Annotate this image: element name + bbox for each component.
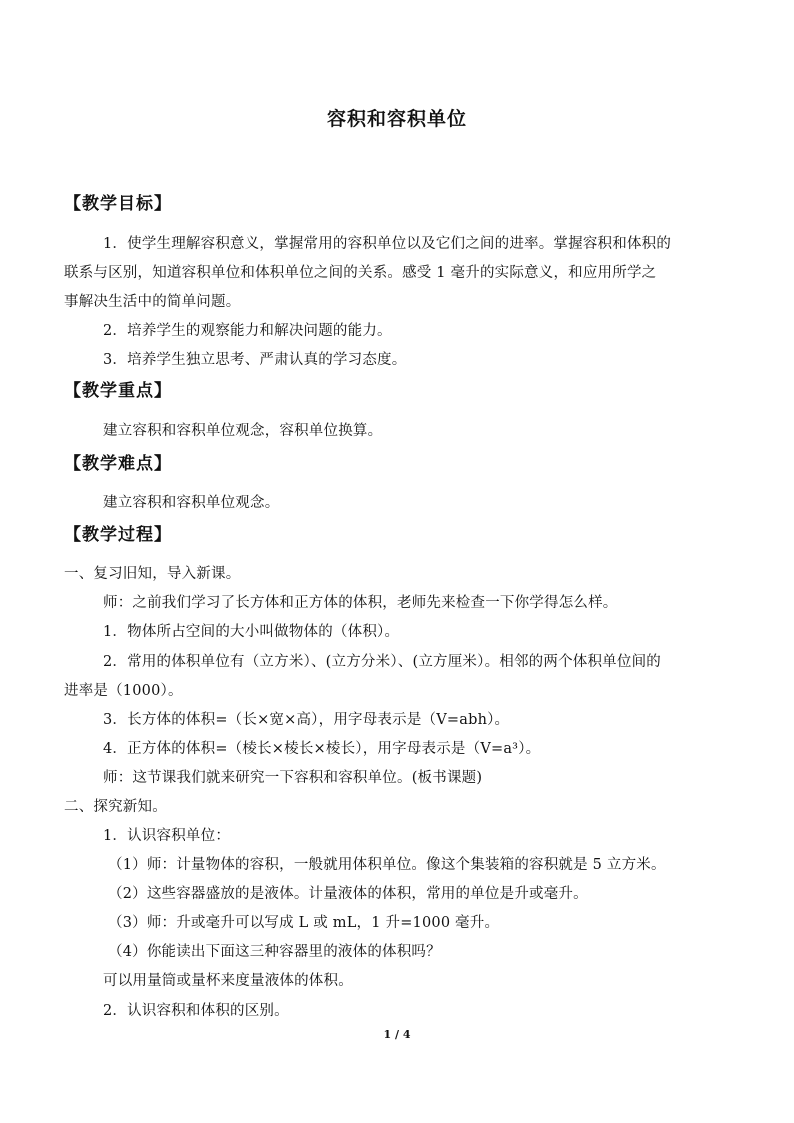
process-line: （1）师：计量物体的容积，一般就用体积单位。像这个集装箱的容积就是 5 立方米。 [108,857,666,873]
process-line: （3）师：升或毫升可以写成 L 或 mL，1 升=1000 毫升。 [108,915,500,931]
process-line: 2．常用的体积单位有（立方米）、(立方分米）、(立方厘米）。相邻的两个体积单位间的 [103,654,661,670]
difficulties-text: 建立容积和容积单位观念。 [103,495,280,511]
process-line: 2．认识容积和体积的区别。 [103,1003,289,1019]
objectives-line: 1．使学生理解容积意义，掌握常用的容积单位以及它们之间的进率。掌握容积和体积的 [103,236,672,252]
process-line: （2）这些容器盛放的是液体。计量液体的体积，常用的单位是升或毫升。 [108,886,588,902]
section-heading-objectives: 【教学目标】 [64,194,172,214]
section-heading-key-points: 【教学重点】 [64,381,172,401]
page-number: 1 / 4 [383,1028,411,1041]
process-line: 4．正方体的体积=（棱长×棱长×棱长），用字母表示是（V=a³）。 [103,741,541,757]
objectives-line: 2．培养学生的观察能力和解决问题的能力。 [103,323,392,339]
process-line: 1．认识容积单位： [103,828,231,844]
key-points-text: 建立容积和容积单位观念，容积单位换算。 [103,423,383,439]
process-line: 一、复习旧知，导入新课。 [64,566,241,582]
process-line: 二、探究新知。 [64,799,167,815]
objectives-line: 3．培养学生独立思考、严肃认真的学习态度。 [103,352,407,368]
process-line: 师：这节课我们就来研究一下容积和容积单位。(板书课题) [103,770,483,786]
objectives-line: 事解决生活中的简单问题。 [64,294,241,310]
process-line: 可以用量筒或量杯来度量液体的体积。 [103,973,353,989]
process-line: 进率是（1000）。 [64,683,183,699]
process-line: 3．长方体的体积=（长×宽×高），用字母表示是（V=abh）。 [103,712,510,728]
process-line: （4）你能读出下面这三种容器里的液体的体积吗？ [108,944,441,960]
process-line: 师：之前我们学习了长方体和正方体的体积，老师先来检查一下你学得怎么样。 [103,595,618,611]
objectives-line: 联系与区别，知道容积单位和体积单位之间的关系。感受 1 毫升的实际意义，和应用所学之 [64,265,657,281]
section-heading-process: 【教学过程】 [64,525,172,545]
page-title: 容积和容积单位 [326,108,467,130]
process-line: 1．物体所占空间的大小叫做物体的（体积）。 [103,624,400,640]
section-heading-difficulties: 【教学难点】 [64,454,172,474]
